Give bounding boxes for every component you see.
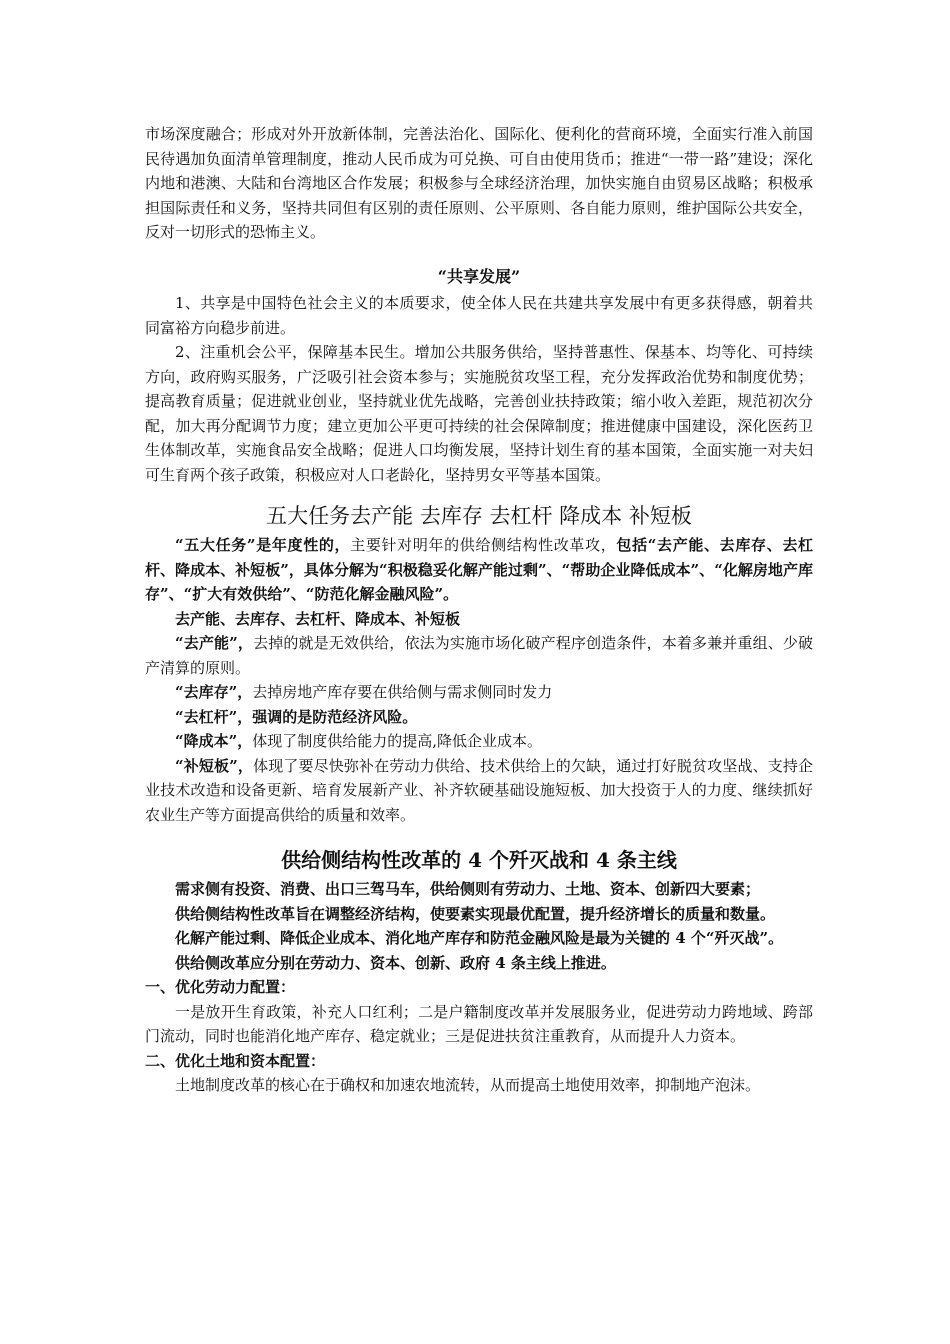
task-item-2-text: 去掉房地产库存要在供给侧与需求侧同时发力 <box>252 683 553 701</box>
shared-paragraph-1: 1、共享是中国特色社会主义的本质要求，使全体人民在共建共享发展中有更多获得感，朝着共同富裕方向稳步前进。 <box>145 294 813 337</box>
reform-heading-2-text: 土地制度改革的核心在于确权和加速农地流转，从而提高土地使用效率，抑制地产泡沫。 <box>175 1076 761 1094</box>
five-tasks-intro-normal: 主要针对明年的供给侧结构性改革攻， <box>350 536 617 554</box>
task-item-3-text: 强调的是防范经济风险。 <box>252 707 418 726</box>
task-item-5-text: 体现了要尽快弥补在劳动力供给、技术供给上的欠缺，通过打好脱贫攻坚战、支持企业技术改造和设备更新、培育发展新产业、补齐软硬基础设施短板、加大投资于人的力度、继续抓好农业生产等方面提高供给的质量和效率。 <box>145 756 813 824</box>
shared-development-title: “共享发展” <box>437 266 521 286</box>
reform-title: 供给侧结构性改革的 4 个歼灭战和 4 条主线 <box>281 848 677 872</box>
five-tasks-title: 五大任务去产能 去库存 去杠杆 降成本 补短板 <box>266 504 692 528</box>
document-page <box>145 122 813 1098</box>
intro-paragraph: 市场深度融合；形成对外开放新体制，完善法治化、国际化、便利化的营商环境，全面实行准入前国民待遇加负面清单管理制度，推动人民币成为可兑换、可自由使用货币；推进“一带一路”建设；深化内地和港澳、大陆和台湾地区合作发展；积极参与全球经济治理，加快实施自由贸易区战略；积极承担国际责任和义务，坚持共同但有区别的责任原则、公平原则、各自能力原则，维护国际公共安全，反对一切形式的恐怖主义。 <box>145 125 813 241</box>
task-item-4-label: “降成本”， <box>175 732 253 750</box>
task-item-1 <box>145 631 813 680</box>
five-tasks-intro <box>145 533 813 607</box>
reform-paragraph-1: 需求侧有投资、消费、出口三驾马车，供给侧则有劳动力、土地、资本、创新四大要素； <box>175 880 761 898</box>
task-item-5-label: “补短板”， <box>175 756 254 775</box>
task-item-4 <box>145 729 813 754</box>
task-item-1-label: “去产能”， <box>175 634 254 652</box>
reform-paragraph-3: 化解产能过剩、降低企业成本、消化地产库存和防范金融风险是最为关键的 4 个“歼灭战”。 <box>175 929 784 947</box>
task-item-2 <box>145 680 813 705</box>
task-item-5 <box>145 754 813 828</box>
reform-heading-1-text: 一是放开生育政策，补充人口红利；二是户籍制度改革并发展服务业，促进劳动力跨地域、跨部门流动，同时也能消化地产库存、稳定就业；三是促进扶贫注重教育，从而提升人力资本。 <box>145 1002 813 1045</box>
reform-heading-1: 一、优化劳动力配置： <box>145 978 296 996</box>
five-tasks-intro-bold-2: 包括“去产能、去库存、去杠杆、降成本、补短板”，具体分解为“积极稳妥化解产能过剩”、“帮助企业降低成本”、“化解房地产库存”、“扩大有效供给”、“防范化解金融风险”。 <box>145 536 813 603</box>
five-tasks-intro-bold-1: “五大任务”是年度性的， <box>175 536 351 554</box>
shared-paragraph-2: 2、注重机会公平，保障基本民生。增加公共服务供给，坚持普惠性、保基本、均等化、可持续方向，政府购买服务，广泛吸引社会资本参与；实施脱贫攻坚工程，充分发挥政治优势和制度优势；提高教育质量；促进就业创业，坚持就业优先战略，完善创业扶持政策；缩小收入差距，规范初次分配，加大再分配调节力度；建立更加公平更可持续的社会保障制度；推进健康中国建设，深化医药卫生体制改革，实施食品安全战略；促进人口均衡发展，坚持计划生育的基本国策，全面实施一对夫妇可生育两个孩子政策，积极应对人口老龄化，坚持男女平等基本国策。 <box>145 343 813 484</box>
task-item-1-text: 去掉的就是无效供给，依法为实施市场化破产程序创造条件，本着多兼并重组、少破产清算的原则。 <box>145 634 813 677</box>
task-item-4-text: 体现了制度供给能力的提高,降低企业成本。 <box>252 732 543 750</box>
five-tasks-list-line: 去产能、去库存、去杠杆、降成本、补短板 <box>175 609 461 628</box>
task-item-3 <box>145 705 813 730</box>
task-item-2-label: “去库存”， <box>175 683 253 701</box>
task-item-3-label: “去杠杆”， <box>175 707 253 726</box>
reform-paragraph-4: 供给侧改革应分别在劳动力、资本、创新、政府 4 条主线上推进。 <box>175 953 616 972</box>
reform-heading-2: 二、优化土地和资本配置： <box>145 1051 326 1070</box>
reform-paragraph-2: 供给侧结构性改革旨在调整经济结构，使要素实现最优配置，提升经济增长的质量和数量。 <box>175 904 776 923</box>
